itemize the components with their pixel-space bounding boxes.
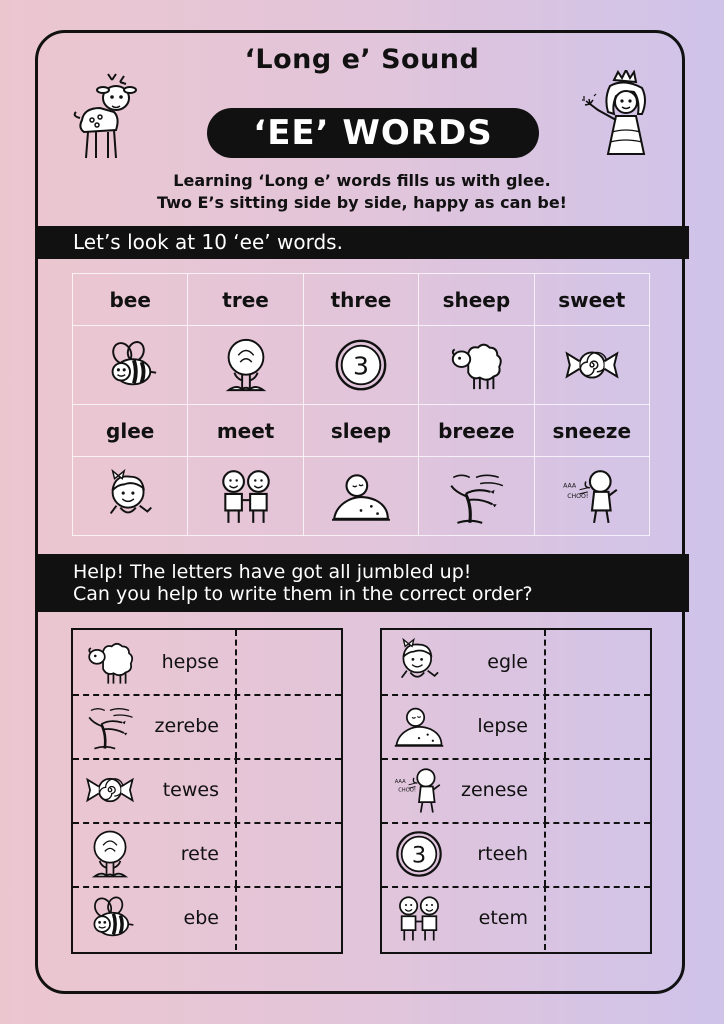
intro-line-2: Two E’s sitting side by side, happy as can be! <box>157 193 567 212</box>
word-cell: three <box>303 274 418 326</box>
sleeping-baby-icon <box>330 465 392 527</box>
intro-line-1: Learning ‘Long e’ words fills us with glee. <box>173 171 551 190</box>
scrambled-word: zenese <box>461 779 528 801</box>
word-cell: sweet <box>534 274 649 326</box>
jumble-row <box>382 886 650 950</box>
picture-cell <box>534 326 649 405</box>
picture-cell <box>188 326 303 405</box>
answer-box[interactable] <box>235 822 341 886</box>
scrambled-word: etem <box>478 907 528 929</box>
sheep-icon <box>447 336 505 394</box>
picture-cell <box>303 326 418 405</box>
number-three-icon <box>390 828 448 880</box>
word-cell: breeze <box>419 405 534 457</box>
jumble-row <box>73 886 341 950</box>
answer-box[interactable] <box>235 886 341 950</box>
candy-icon <box>81 764 139 816</box>
scrambled-word: lepse <box>477 715 528 737</box>
picture-cell <box>188 457 303 536</box>
picture-cell <box>534 457 649 536</box>
scrambled-word: hepse <box>161 651 219 673</box>
jumble-row <box>382 758 650 824</box>
jumble-box-right <box>380 628 652 954</box>
worksheet-title: ‘Long e’ Sound <box>244 44 480 75</box>
answer-box[interactable] <box>235 694 341 758</box>
section-1-heading: Let’s look at 10 ‘ee’ words. <box>35 226 689 259</box>
section-2-line-2: Can you help to write them in the correct order? <box>73 583 533 605</box>
scrambled-word: rteeh <box>477 843 528 865</box>
picture-cell <box>419 457 534 536</box>
picture-cell <box>73 326 188 405</box>
jumble-row <box>73 758 341 824</box>
tree-icon <box>217 336 275 394</box>
bee-icon <box>101 336 159 394</box>
answer-box[interactable] <box>544 694 650 758</box>
number-three-icon <box>332 336 390 394</box>
happy-girl-icon <box>390 636 448 688</box>
word-cell: sleep <box>303 405 418 457</box>
word-cell: tree <box>188 274 303 326</box>
windy-tree-icon <box>445 465 507 527</box>
section-2-heading <box>35 554 689 612</box>
happy-girl-icon <box>101 467 159 525</box>
jumble-box-left <box>71 628 343 954</box>
picture-cell <box>73 457 188 536</box>
picture-cell <box>419 326 534 405</box>
answer-box[interactable] <box>235 758 341 822</box>
sneezing-child-icon <box>390 764 448 816</box>
word-cell: meet <box>188 405 303 457</box>
three-digit: 3 <box>352 351 369 381</box>
scrambled-word: ebe <box>183 907 219 929</box>
word-cell: bee <box>73 274 188 326</box>
jumble-row <box>73 630 341 696</box>
three-digit: 3 <box>411 842 427 869</box>
tree-icon <box>81 828 139 880</box>
answer-box[interactable] <box>544 886 650 950</box>
section-2-line-1: Help! The letters have got all jumbled up! <box>73 561 472 583</box>
scrambled-word: tewes <box>162 779 219 801</box>
scrambled-word: zerebe <box>154 715 219 737</box>
scrambled-word: rete <box>180 843 219 865</box>
sleeping-baby-icon <box>390 700 448 752</box>
jumble-row <box>73 822 341 888</box>
jumble-row <box>73 694 341 760</box>
answer-box[interactable] <box>235 630 341 694</box>
jumble-row <box>382 822 650 888</box>
word-cell: sheep <box>419 274 534 326</box>
word-cell: glee <box>73 405 188 457</box>
windy-tree-icon <box>81 700 139 752</box>
ee-words-banner: ‘EE’ WORDS <box>207 108 539 158</box>
picture-cell <box>303 457 418 536</box>
sheep-icon <box>81 636 139 688</box>
answer-box[interactable] <box>544 758 650 822</box>
candy-icon <box>563 336 621 394</box>
bee-icon <box>81 892 139 944</box>
deer-icon <box>70 72 142 162</box>
sneezing-child-icon <box>561 465 623 527</box>
two-kids-icon <box>390 892 448 944</box>
scrambled-word: egle <box>487 651 528 673</box>
jumble-row <box>382 630 650 696</box>
jumble-row <box>382 694 650 760</box>
answer-box[interactable] <box>544 630 650 694</box>
word-cell: sneeze <box>534 405 649 457</box>
ee-words-table <box>72 273 650 536</box>
two-kids-icon <box>215 465 277 527</box>
answer-box[interactable] <box>544 822 650 886</box>
princess-icon <box>580 70 652 162</box>
